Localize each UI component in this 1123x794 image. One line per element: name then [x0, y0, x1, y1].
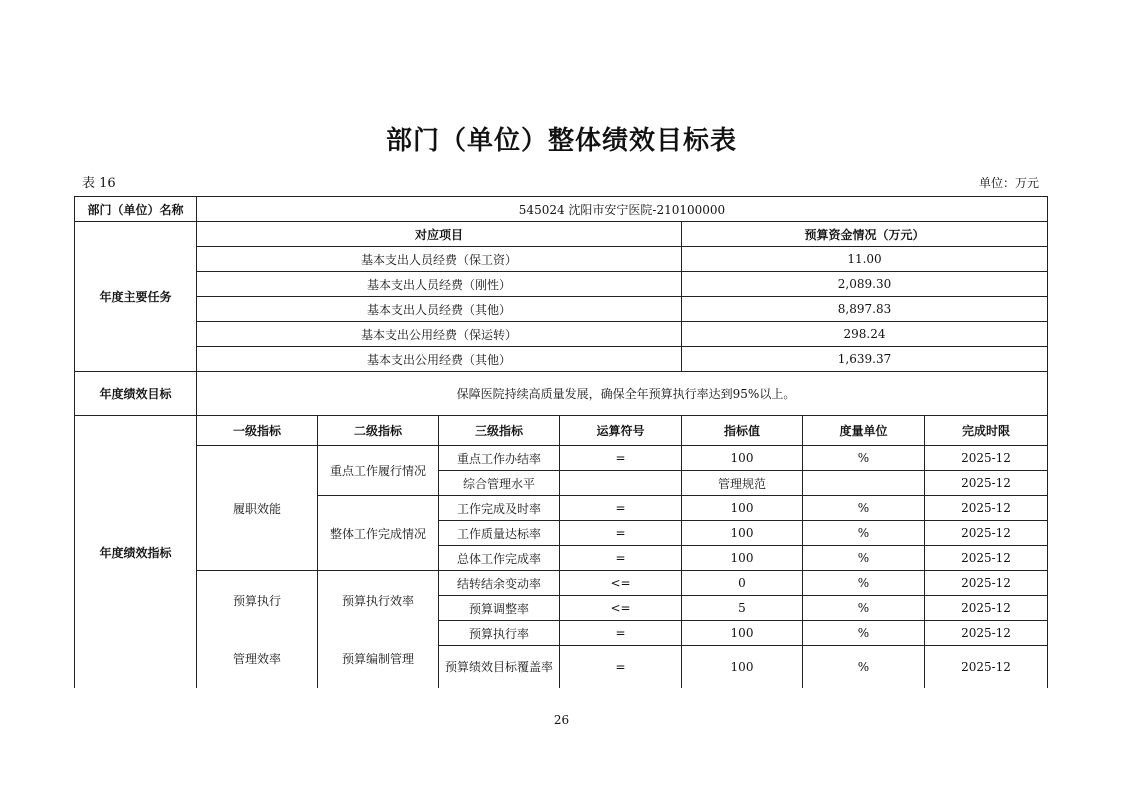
- level3-cell: 重点工作办结率: [439, 446, 560, 471]
- col-level3-header: 三级指标: [439, 416, 560, 446]
- col-level2-header: 二级指标: [318, 416, 439, 446]
- indicator-header-row: [75, 416, 1048, 446]
- task-amount: 2,089.30: [682, 272, 1048, 297]
- task-row: [75, 297, 1048, 322]
- table-number: 表 16: [82, 176, 116, 191]
- level3-cell: 预算调整率: [439, 596, 560, 621]
- task-item: 基本支出公用经费（其他）: [197, 347, 682, 372]
- level2-budget-efficiency: 预算执行效率: [341, 593, 414, 608]
- unit-cell: %: [803, 621, 925, 646]
- task-row: [75, 272, 1048, 297]
- value-cell: 100: [682, 496, 803, 521]
- task-row: [75, 247, 1048, 272]
- operator-cell: =: [560, 496, 682, 521]
- value-cell: 100: [682, 621, 803, 646]
- value-cell: 5: [682, 596, 803, 621]
- task-amount: 11.00: [682, 247, 1048, 272]
- goal-label: 年度绩效目标: [75, 372, 197, 416]
- operator-cell: =: [560, 546, 682, 571]
- level1-management-efficiency: 管理效率: [232, 651, 281, 666]
- level3-cell: 综合管理水平: [439, 471, 560, 496]
- task-amount: 1,639.37: [682, 347, 1048, 372]
- unit-cell: %: [803, 646, 925, 689]
- value-cell: 管理规范: [682, 471, 803, 496]
- tasks-label: 年度主要任务: [75, 222, 197, 372]
- operator-cell: =: [560, 521, 682, 546]
- task-row: [75, 347, 1048, 372]
- unit-cell: %: [803, 546, 925, 571]
- unit-cell: %: [803, 521, 925, 546]
- task-amount: 8,897.83: [682, 297, 1048, 322]
- level1-cell: 履职效能: [197, 446, 318, 571]
- indicators-label: 年度绩效指标: [75, 416, 197, 689]
- dept-row: [75, 197, 1048, 222]
- task-item: 基本支出人员经费（保工资）: [197, 247, 682, 272]
- deadline-cell: 2025-12: [925, 596, 1048, 621]
- unit-cell: [803, 471, 925, 496]
- deadline-cell: 2025-12: [925, 496, 1048, 521]
- unit-cell: %: [803, 571, 925, 596]
- indicator-row: [75, 446, 1048, 471]
- operator-cell: [560, 471, 682, 496]
- level3-cell: 工作完成及时率: [439, 496, 560, 521]
- unit-cell: %: [803, 596, 925, 621]
- task-item: 基本支出公用经费（保运转）: [197, 322, 682, 347]
- tasks-header-row: [75, 222, 1048, 247]
- deadline-cell: 2025-12: [925, 571, 1048, 596]
- level1-budget-execution: 预算执行: [232, 593, 281, 608]
- deadline-cell: 2025-12: [925, 446, 1048, 471]
- col-deadline-header: 完成时限: [925, 416, 1048, 446]
- col-operator-header: 运算符号: [560, 416, 682, 446]
- deadline-cell: 2025-12: [925, 471, 1048, 496]
- unit-cell: %: [803, 496, 925, 521]
- operator-cell: <=: [560, 571, 682, 596]
- deadline-cell: 2025-12: [925, 546, 1048, 571]
- col-budget-header: 预算资金情况（万元）: [682, 222, 1048, 247]
- page-number: 26: [553, 713, 570, 727]
- indicator-row: [75, 571, 1048, 596]
- operator-cell: =: [560, 646, 682, 689]
- dept-label: 部门（单位）名称: [75, 197, 197, 222]
- value-cell: 100: [682, 546, 803, 571]
- level3-cell: 工作质量达标率: [439, 521, 560, 546]
- level2-cell: [318, 571, 439, 689]
- dept-value: 545024 沈阳市安宁医院-210100000: [197, 197, 1048, 222]
- operator-cell: =: [560, 446, 682, 471]
- level3-cell: 结转结余变动率: [439, 571, 560, 596]
- col-value-header: 指标值: [682, 416, 803, 446]
- task-row: [75, 322, 1048, 347]
- value-cell: 0: [682, 571, 803, 596]
- level3-cell: 预算绩效目标覆盖率: [439, 646, 560, 689]
- level2-budget-compilation: 预算编制管理: [341, 651, 414, 666]
- col-unit-header: 度量单位: [803, 416, 925, 446]
- task-amount: 298.24: [682, 322, 1048, 347]
- page-title: 部门（单位）整体绩效目标表: [385, 126, 737, 156]
- operator-cell: =: [560, 621, 682, 646]
- goal-text: 保障医院持续高质量发展，确保全年预算执行率达到95%以上。: [197, 372, 1048, 416]
- task-item: 基本支出人员经费（其他）: [197, 297, 682, 322]
- col-level1-header: 一级指标: [197, 416, 318, 446]
- value-cell: 100: [682, 646, 803, 689]
- unit-cell: %: [803, 446, 925, 471]
- level2-cell: 整体工作完成情况: [318, 496, 439, 571]
- col-item-header: 对应项目: [197, 222, 682, 247]
- value-cell: 100: [682, 521, 803, 546]
- operator-cell: <=: [560, 596, 682, 621]
- value-cell: 100: [682, 446, 803, 471]
- performance-target-table: [74, 196, 1048, 688]
- level1-cell: [197, 571, 318, 689]
- unit-label: 单位：万元: [978, 176, 1039, 190]
- deadline-cell: 2025-12: [925, 621, 1048, 646]
- level2-cell: 重点工作履行情况: [318, 446, 439, 496]
- level3-cell: 预算执行率: [439, 621, 560, 646]
- goal-row: [75, 372, 1048, 416]
- level3-cell: 总体工作完成率: [439, 546, 560, 571]
- deadline-cell: 2025-12: [925, 646, 1048, 689]
- deadline-cell: 2025-12: [925, 521, 1048, 546]
- task-item: 基本支出人员经费（刚性）: [197, 272, 682, 297]
